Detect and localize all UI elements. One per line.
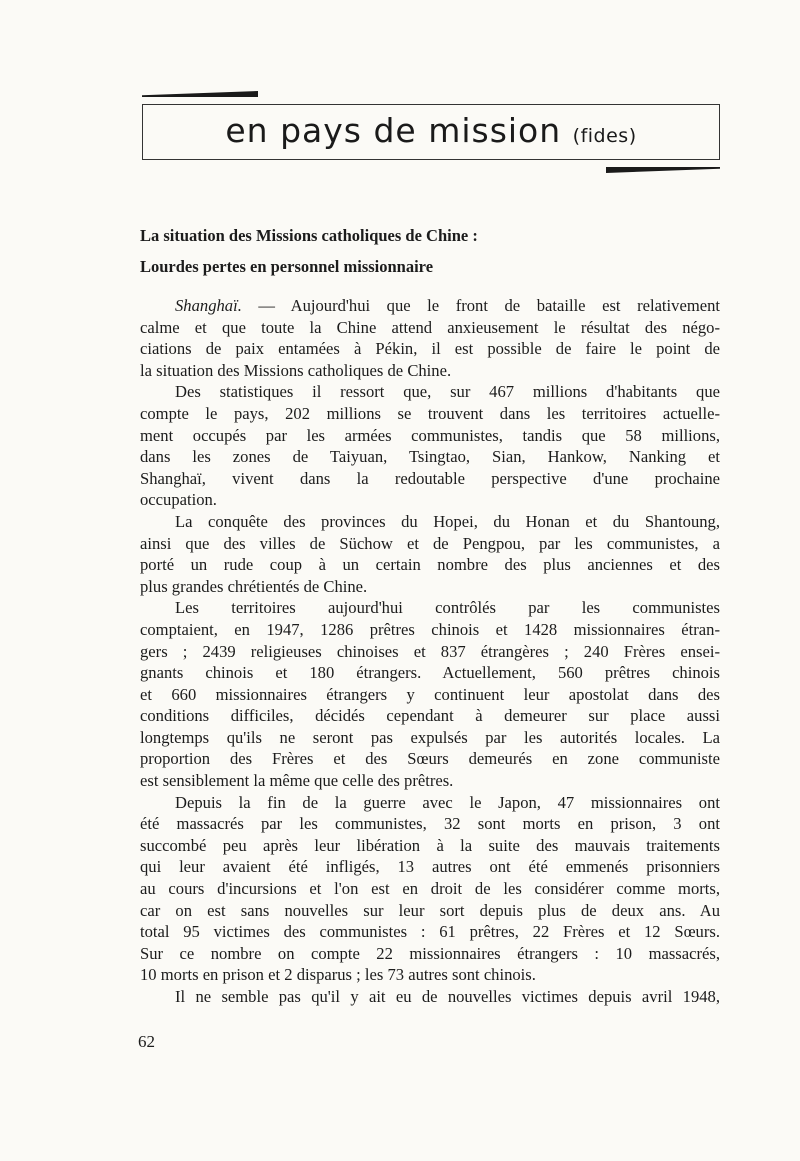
section-title [143,111,719,150]
section-header-box [142,104,720,160]
text-line: qui leur avaient été infligés, 13 autres ont été emmenés prisonniers [140,857,720,877]
text-line: La conquête des provinces du Hopei, du Honan et du Shantoung, [175,511,720,531]
text-line: au cours d'incursions et l'on est en droit de les considérer comme morts, [140,879,720,899]
dateline-place: Shanghaï. [175,296,242,315]
text-line: Sur ce nombre on compte 22 missionnaires étrangers : 10 massacrés, [140,943,720,963]
text-line: Des statistiques il ressort que, sur 467 millions d'habitants que [175,382,720,402]
header-top-rule [142,91,258,97]
text-line: plus grandes chrétientés de Chine. [140,576,368,596]
section-title-text: en pays de mission [225,111,562,150]
text-line: Il ne semble pas qu'il y ait eu de nouvelles victimes depuis avril 1948, [175,987,720,1006]
text-line: ciations de paix entamées à Pékin, il est possible de faire le point de [140,339,720,359]
text-line: longtemps qu'ils ne seront pas expulsés par les autorités locales. La [140,727,720,747]
text-line: 10 morts en prison et 2 disparus ; les 73 autres sont chinois. [140,965,536,985]
text-line: comptaient, en 1947, 1286 prêtres chinois et 1428 missionnaires étran- [140,619,720,639]
text-line: est sensiblement la même que celle des prêtres. [140,771,454,791]
header-bottom-rule [606,167,720,173]
text-line: Depuis la fin de la guerre avec le Japon, 47 missionnaires ont [175,792,720,812]
section-source: (fides) [572,125,637,147]
text-line: dans les zones de Taiyuan, Tsingtao, Sian, Hankow, Nanking et [140,447,720,467]
text-line: ment occupés par les armées communistes, tandis que 58 millions, [140,425,720,445]
text-line: été massacrés par les communistes, 32 sont morts en prison, 3 ont [140,814,720,834]
text-line: succombé peu après leur libération à la suite des mauvais traitements [140,835,720,855]
text-line: calme et que toute la Chine attend anxieusement le résultat des négo- [140,317,720,337]
text-line: proportion des Frères et des Sœurs demeurés en zone communiste [140,749,720,769]
article-body [140,295,720,1008]
text-line: occupation. [140,490,217,510]
text-line: car on est sans nouvelles sur leur sort depuis plus de deux ans. Au [140,900,720,920]
text-line: ainsi que des villes de Süchow et de Pengpou, par les communistes, a [140,533,720,553]
text-line: total 95 victimes des communistes : 61 prêtres, 22 Frères et 12 Sœurs. [140,922,720,942]
text-line: Les territoires aujourd'hui contrôlés par les communistes [175,598,720,618]
text-line: Shanghaï, vivent dans la redoutable perspective d'une prochaine [140,468,720,488]
text-line: Shanghaï. — Aujourd'hui que le front de bataille est relativement [175,296,720,315]
text-line: et 660 missionnaires étrangers y continuent leur apostolat dans des [140,684,720,704]
text-line: porté un rude coup à un certain nombre des plus anciennes et des [140,555,720,575]
text-line: la situation des Missions catholiques de Chine. [140,360,452,380]
text-line: gers ; 2439 religieuses chinoises et 837 étrangères ; 240 Frères ensei- [140,641,720,661]
article-headline: La situation des Missions catholiques de Chine : [140,226,478,245]
article-subheadline: Lourdes pertes en personnel missionnaire [140,257,434,276]
text-line: gnants chinois et 180 étrangers. Actuellement, 560 prêtres chinois [140,663,720,683]
text-line: conditions difficiles, décidés cependant à demeurer sur place aussi [140,706,720,726]
page-number: 62 [138,1032,155,1051]
text-line: compte le pays, 202 millions se trouvent dans les territoires actuelle- [140,403,720,423]
